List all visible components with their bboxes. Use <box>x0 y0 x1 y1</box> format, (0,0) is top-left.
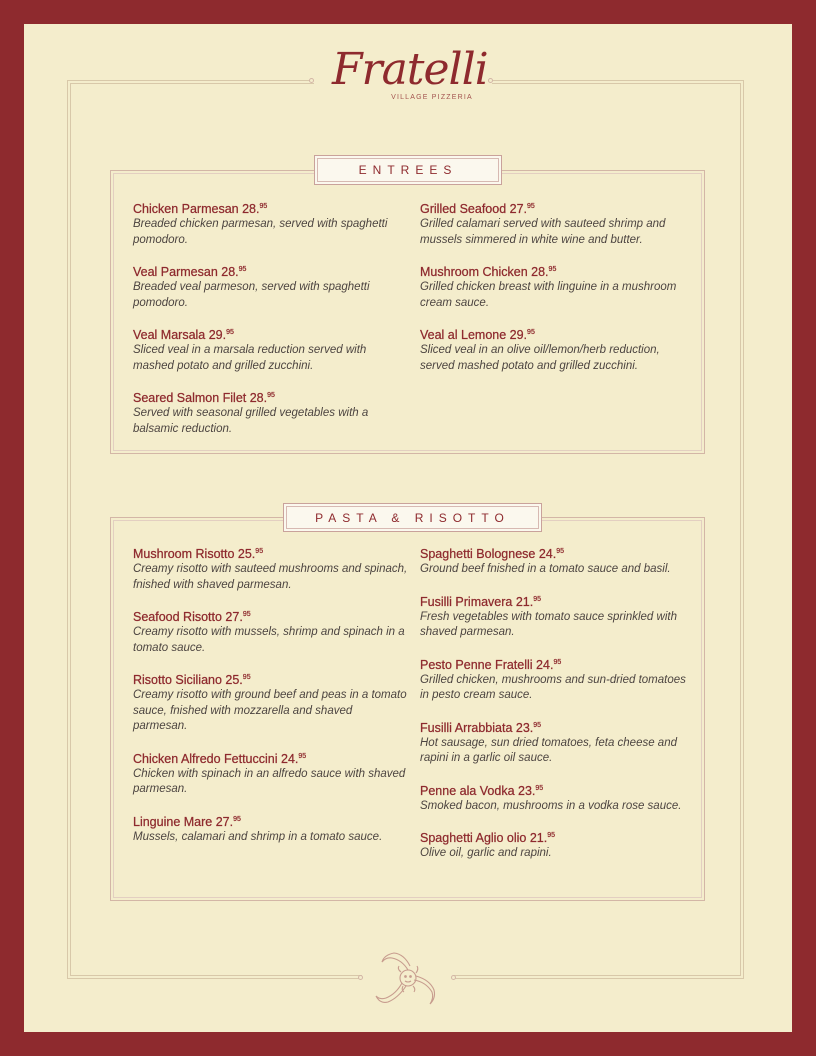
menu-item-name: Fusilli Primavera <box>420 594 516 609</box>
menu-item-name: Fusilli Arrabbiata <box>420 720 516 735</box>
menu-item-name-price <box>133 814 408 830</box>
menu-item-name: Spaghetti Bolognese <box>420 547 539 561</box>
menu-item-price-cents: 95 <box>226 329 234 336</box>
menu-item <box>420 657 695 704</box>
menu-item-name: Veal Marsala <box>133 328 209 342</box>
menu-item <box>133 201 403 248</box>
menu-item-description: Creamy risotto with mussels, shrimp and spinach in a tomato sauce. <box>133 626 405 654</box>
menu-item-name: Risotto Siciliano <box>133 673 226 687</box>
menu-item-price: 23. <box>518 783 536 798</box>
menu-item-price-cents: 95 <box>259 203 268 210</box>
menu-item-description: Ground beef fnished in a tomato sauce and basil. <box>420 563 671 575</box>
entrees-title: ENTREES <box>314 155 502 185</box>
menu-item-description: Mussels, calamari and shrimp in a tomato sauce. <box>133 830 383 843</box>
menu-item-price: 27. <box>215 814 234 829</box>
menu-item-price-cents: 95 <box>533 595 542 603</box>
menu-item-description: Breaded chicken parmesan, served with spaghetti pomodoro. <box>133 218 388 246</box>
menu-item-name: Veal al Lemone <box>420 328 510 342</box>
menu-item-name: Chicken Parmesan <box>133 202 243 216</box>
menu-item-price: 24. <box>538 547 557 561</box>
menu-item-price: 28. <box>531 265 549 279</box>
menu-item-price: 24. <box>536 657 554 672</box>
menu-item-name-price <box>420 327 695 343</box>
menu-item-price: 21. <box>529 831 548 845</box>
menu-item <box>420 546 695 578</box>
menu-item-name-price <box>420 201 695 217</box>
menu-item-description: Served with seasonal grilled vegetables with a balsamic reduction. <box>133 407 369 435</box>
frame-ornament <box>488 78 493 83</box>
menu-item-price: 29. <box>509 328 528 342</box>
menu-item-name: Pesto Penne Fratelli <box>420 657 537 672</box>
menu-item-name: Mushroom Chicken <box>420 265 532 279</box>
menu-item-price: 28. <box>221 265 239 279</box>
menu-item-name: Penne ala Vodka <box>420 783 518 798</box>
brand-logo <box>332 44 488 122</box>
menu-item-price-cents: 95 <box>527 329 535 336</box>
trinacria-emblem-icon <box>372 942 444 1014</box>
menu-item-price-cents: 95 <box>547 832 555 839</box>
menu-item <box>133 327 403 374</box>
menu-item-name: Linguine Mare <box>133 814 216 829</box>
menu-item-description: Smoked bacon, mushrooms in a vodka rose sauce. <box>420 799 682 812</box>
menu-item <box>420 594 695 641</box>
menu-item-name-price <box>420 830 695 846</box>
menu-item-price: 21. <box>515 594 534 609</box>
brand-name: Fratelli <box>332 44 488 95</box>
menu-item <box>133 751 408 798</box>
menu-item-price: 28. <box>249 391 268 405</box>
menu-item-name-price <box>420 720 695 736</box>
entrees-right-column <box>420 201 695 390</box>
entrees-left-column <box>133 201 403 453</box>
menu-item-name: Seafood Risotto <box>133 610 226 624</box>
menu-item-price: 28. <box>242 202 260 216</box>
menu-item-name-price <box>133 546 408 562</box>
menu-item-price-cents: 95 <box>242 611 251 618</box>
menu-item <box>133 814 408 846</box>
menu-item-price: 25. <box>237 547 256 561</box>
menu-item <box>133 672 408 735</box>
menu-item-price-cents: 95 <box>548 266 557 273</box>
menu-item <box>420 783 695 815</box>
menu-item-price: 23. <box>515 720 534 735</box>
menu-item-name-price <box>133 327 403 343</box>
menu-item-description: Creamy risotto with ground beef and peas in a tomato sauce, fnished with mozzarella and shaved parmesan. <box>133 689 407 732</box>
menu-item-description: Sliced veal in an olive oil/lemon/herb reduction, served mashed potato and grilled zucchini. <box>420 344 660 372</box>
menu-item-name-price <box>133 672 408 688</box>
menu-item <box>420 264 695 311</box>
menu-item-name-price <box>133 390 403 406</box>
menu-item-price: 24. <box>281 751 299 766</box>
menu-item-name: Chicken Alfredo Fettuccini <box>133 751 281 766</box>
menu-item-name-price <box>420 264 695 280</box>
menu-item-price-cents: 95 <box>242 674 251 681</box>
menu-item <box>133 264 403 311</box>
menu-item-name-price <box>133 609 408 625</box>
menu-item-price-cents: 95 <box>233 815 241 823</box>
menu-item-name-price <box>420 594 695 610</box>
pasta-left-column <box>133 546 408 861</box>
frame-ornament <box>451 975 456 980</box>
menu-item-price: 27. <box>225 610 243 624</box>
menu-item-price-cents: 95 <box>556 548 565 555</box>
menu-item-price-cents: 95 <box>298 752 307 760</box>
frame-ornament <box>309 78 314 83</box>
menu-item-description: Breaded veal parmeson, served with spaghetti pomodoro. <box>133 281 370 309</box>
frame-ornament <box>358 975 363 980</box>
menu-item-name-price <box>133 201 403 217</box>
menu-item-description: Grilled chicken breast with linguine in a mushroom cream sauce. <box>420 281 677 309</box>
menu-item-description: Chicken with spinach in an alfredo sauce with shaved parmesan. <box>133 767 406 795</box>
menu-item-description: Olive oil, garlic and rapini. <box>420 847 552 859</box>
menu-item-price-cents: 95 <box>238 266 247 273</box>
menu-item <box>420 720 695 767</box>
pasta-title: PASTA & RISOTTO <box>283 503 542 532</box>
brand-tagline: VILLAGE PIZZERIA <box>391 94 473 101</box>
menu-item <box>420 201 695 248</box>
menu-item-price-cents: 95 <box>527 203 535 210</box>
menu-item-price: 25. <box>225 673 243 687</box>
menu-item-name-price <box>420 546 695 562</box>
menu-item <box>420 327 695 374</box>
menu-item-name: Veal Parmesan <box>133 265 222 279</box>
pasta-right-column <box>420 546 695 878</box>
menu-item-description: Creamy risotto with sauteed mushrooms and spinach, fnished with shaved parmesan. <box>133 563 408 591</box>
menu-item-name-price <box>133 751 408 767</box>
menu-item <box>133 609 408 656</box>
menu-item-name-price <box>420 783 695 799</box>
menu-item-price-cents: 95 <box>255 548 264 555</box>
menu-item-description: Hot sausage, sun dried tomatoes, feta cheese and rapini in a garlic oil sauce. <box>420 736 677 764</box>
menu-item <box>133 390 403 437</box>
menu-item-price-cents: 95 <box>535 784 544 792</box>
menu-item-price: 29. <box>208 328 227 342</box>
menu-item-name: Grilled Seafood <box>420 202 510 216</box>
menu-item-name-price <box>133 264 403 280</box>
menu-item-description: Sliced veal in a marsala reduction served with mashed potato and grilled zucchini. <box>133 344 367 372</box>
menu-item-description: Grilled calamari served with sauteed shrimp and mussels simmered in white wine and butter. <box>420 218 666 246</box>
menu-item-description: Grilled chicken, mushrooms and sun-dried tomatoes in pesto cream sauce. <box>420 673 686 701</box>
menu-item-price-cents: 95 <box>553 658 562 666</box>
menu-item-price: 27. <box>509 202 528 216</box>
menu-item-description: Fresh vegetables with tomato sauce sprinkled with shaved parmesan. <box>420 610 677 638</box>
menu-item-price-cents: 95 <box>533 721 542 729</box>
menu-item-price-cents: 95 <box>267 392 275 399</box>
menu-item-name: Mushroom Risotto <box>133 547 238 561</box>
menu-item <box>133 546 408 593</box>
menu-item-name-price <box>420 657 695 673</box>
menu-item <box>420 830 695 862</box>
menu-item-name: Spaghetti Aglio olio <box>420 831 530 845</box>
menu-item-name: Seared Salmon Filet <box>133 391 250 405</box>
